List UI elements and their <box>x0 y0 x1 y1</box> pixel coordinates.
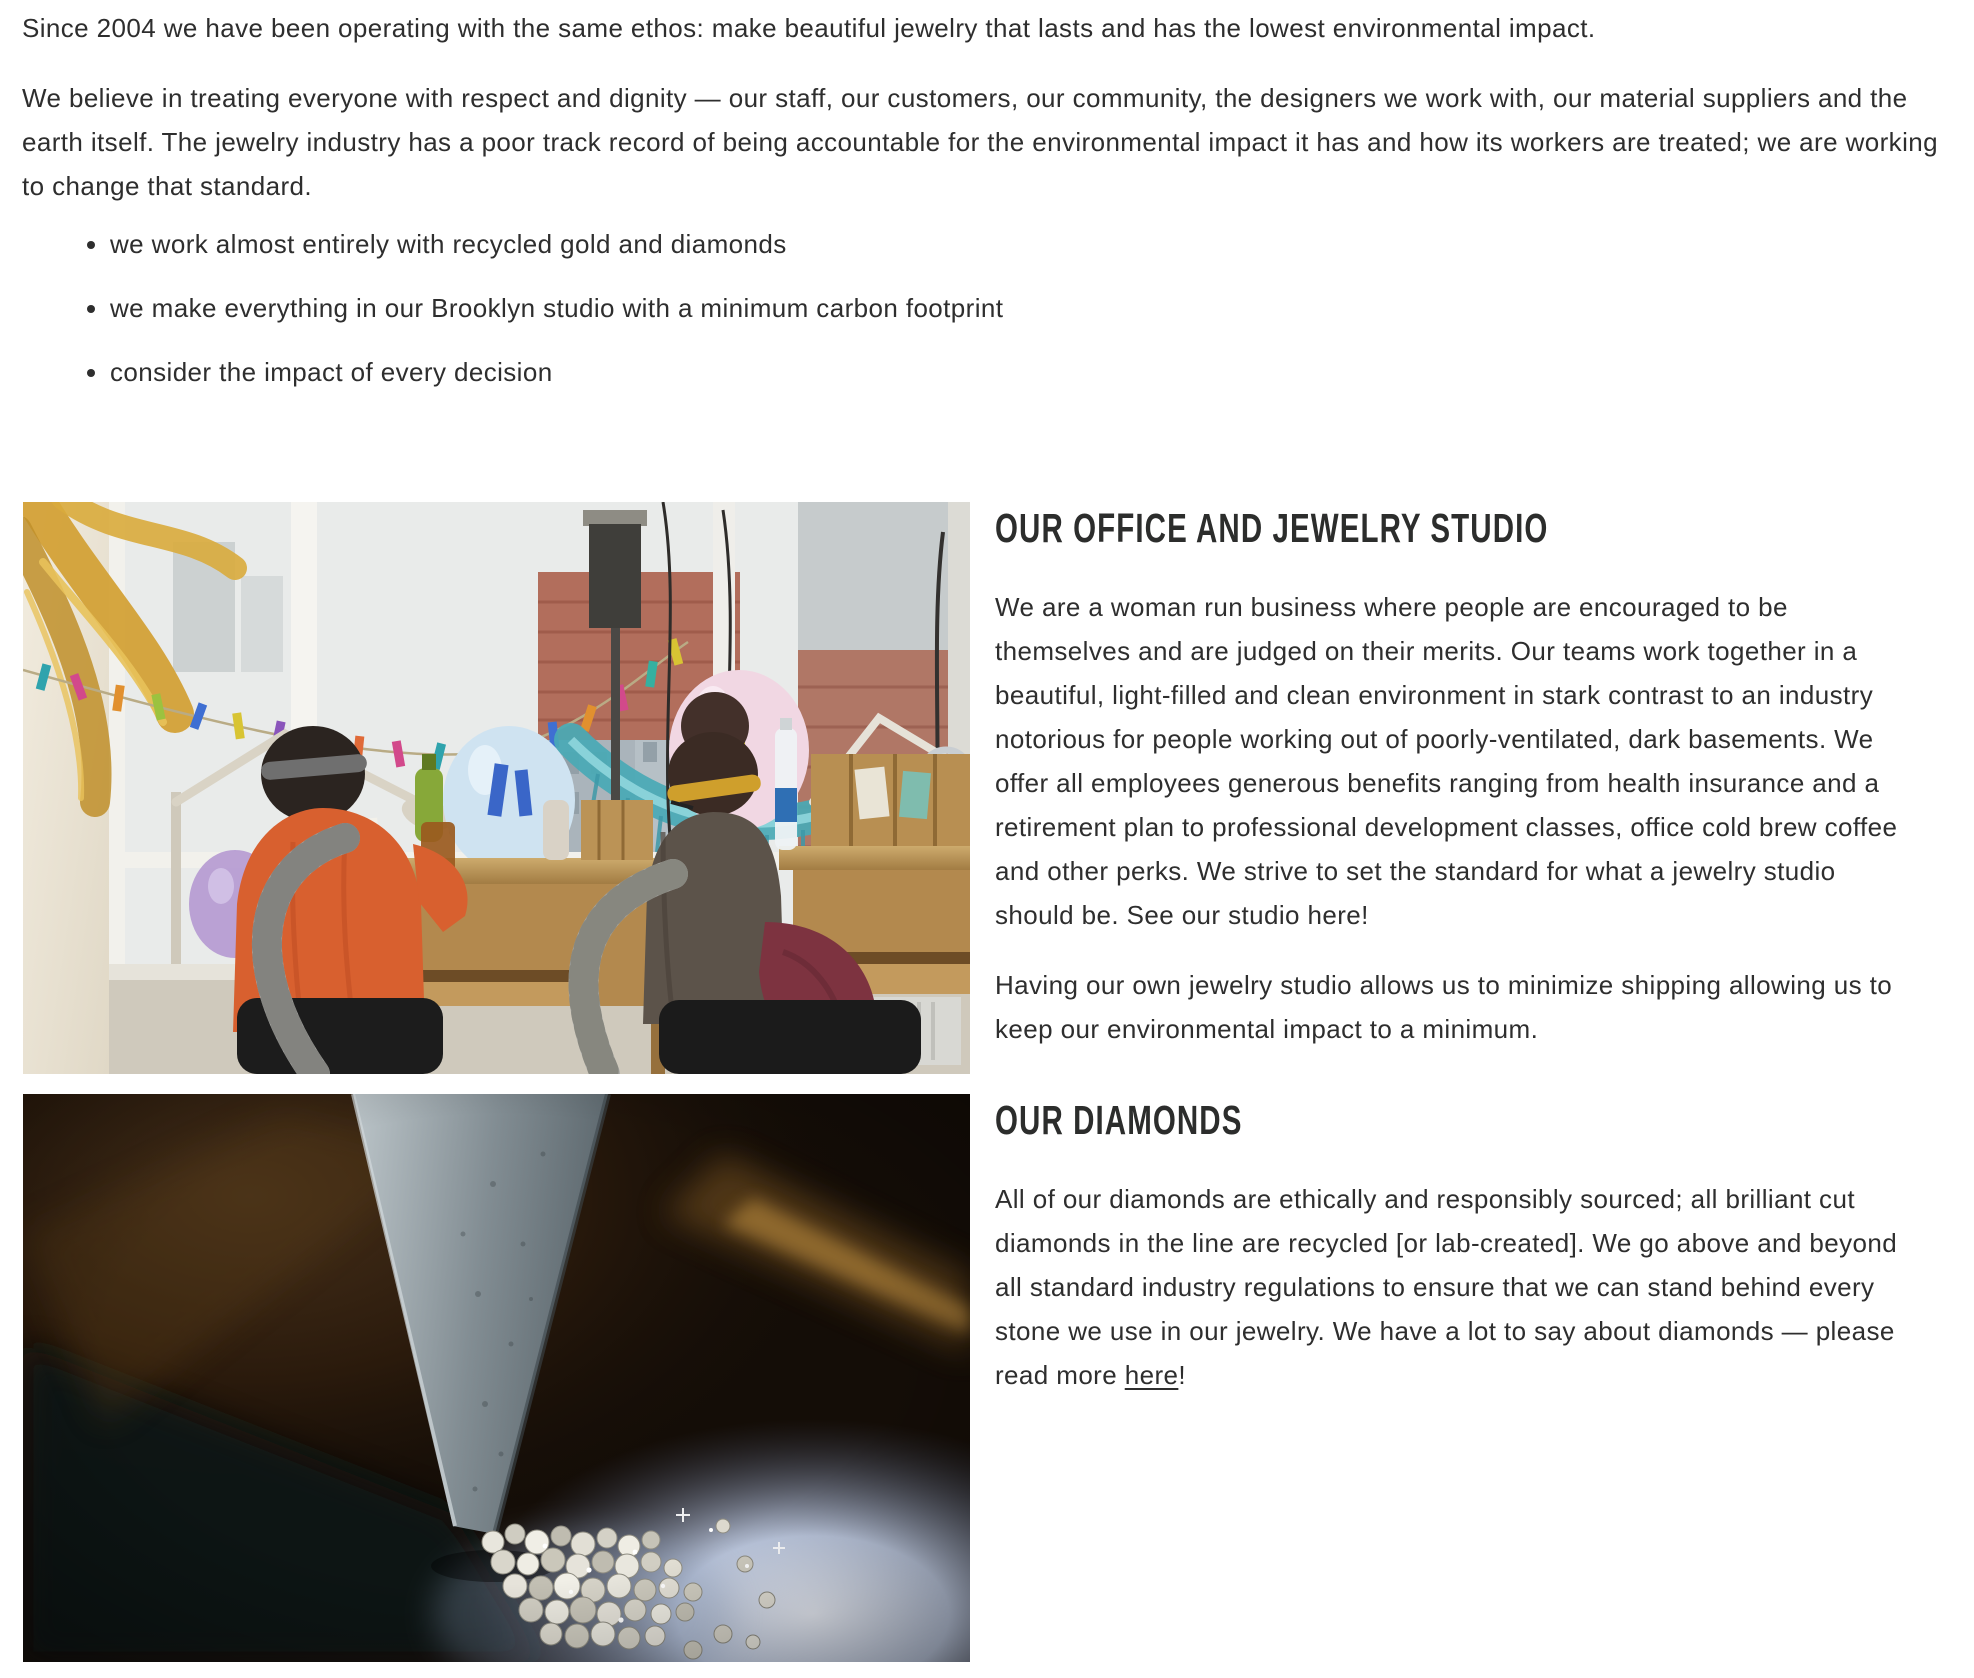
diamonds-text-after-link: ! <box>1178 1360 1186 1390</box>
studio-heading: OUR OFFICE AND JEWELRY STUDIO <box>995 505 1549 551</box>
studio-photo-illustration <box>23 502 970 1074</box>
list-item: • consider the impact of every decision <box>110 350 1942 394</box>
diamonds-photo-illustration <box>23 1094 970 1662</box>
list-item: • we work almost entirely with recycled gold and diamonds <box>110 222 1942 266</box>
office-chair-right <box>659 1000 921 1074</box>
diamonds-text-column <box>995 1094 1920 1397</box>
studio-photo <box>23 502 970 1074</box>
studio-paragraph-2: Having our own jewelry studio allows us to minimize shipping allowing us to keep our environmental impact to a minimum. <box>995 970 1893 1044</box>
intro-paragraph-2: We believe in treating everyone with respect and dignity — our staff, our customers, our community, the designers we work with, our material suppliers and the earth itself. The jewelry industry has a poor track record of being accountable for the environmental impact it has and how its workers are treated; we are working to change that standard. <box>22 83 1938 201</box>
list-item: • we make everything in our Brooklyn studio with a minimum carbon footprint <box>110 286 1942 330</box>
intro-section <box>0 6 1942 394</box>
diamonds-photo <box>23 1094 970 1662</box>
diamonds-heading: OUR DIAMONDS <box>995 1097 1243 1143</box>
studio-text-column <box>995 502 1920 1051</box>
read-more-here-link[interactable]: here <box>1124 1360 1179 1390</box>
diamonds-paragraph <box>995 1177 1920 1397</box>
studio-section <box>0 502 1974 1074</box>
diamonds-text-before-link: All of our diamonds are ethically and responsibly sourced; all brilliant cut diamonds in the line are recycled [or lab-created]. We go above and beyond all standard industry regulations to ensure that we can stand behind every stone we use in our jewelry. We have a lot to say about diamonds — please read more <box>995 1184 1898 1390</box>
studio-paragraph-1: We are a woman run business where people are encouraged to be themselves and are judged on their merits. Our teams work together in a beautiful, light-filled and clean environment in stark contrast to an industry notorious for people working out of poorly-ventilated, dark basements. We offer all employees generous benefits ranging from health insurance and a retirement plan to professional development classes, office cold brew coffee and other perks. We strive to set the standard for what a jewelry studio should be. See our studio here! <box>995 592 1898 930</box>
ethos-list <box>22 222 1942 394</box>
diamonds-section <box>0 1094 1974 1662</box>
intro-paragraph-1: Since 2004 we have been operating with the same ethos: make beautiful jewelry that lasts and has the lowest environmental impact. <box>22 13 1596 43</box>
